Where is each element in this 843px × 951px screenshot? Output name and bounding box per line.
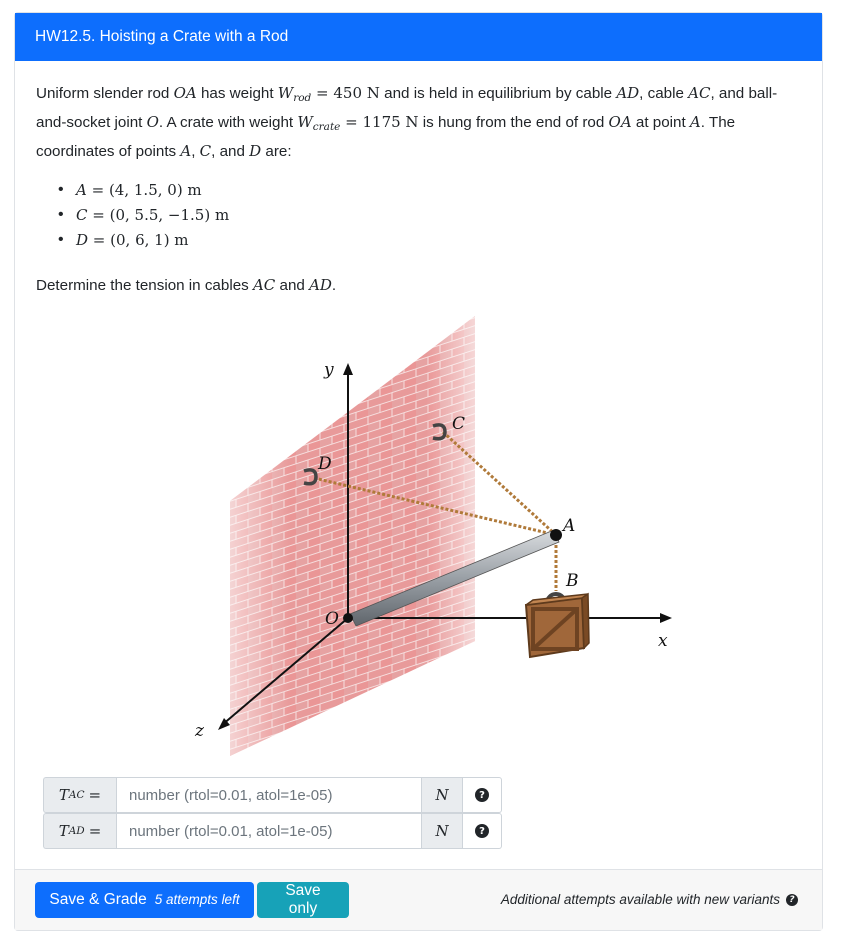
answer-section xyxy=(43,777,502,849)
list-item: • A = (4, 1.5, 0) m xyxy=(76,178,800,203)
answer-row-tac xyxy=(43,777,502,813)
answer-label: T AD = xyxy=(43,813,116,849)
point-label-c: C xyxy=(452,414,466,434)
card-footer xyxy=(15,869,822,930)
attempts-left: 5 attempts left xyxy=(154,892,240,907)
point-o xyxy=(343,613,353,623)
problem-paragraph: Uniform slender rod OA has weight $W_{rod} = 450$ N and is held in equilibrium by cable AD, cable AC, and ball-and-socket joint O. A crate with weight $W_{crate} = 1175$ N is hung from the end of rod OA at point A. The coordinates of points A, C, and D are: xyxy=(36,84,778,160)
problem-statement xyxy=(15,61,822,298)
axis-label-y: y xyxy=(324,360,334,380)
axis-label-z: z xyxy=(195,721,204,741)
save-only-button[interactable]: Save only xyxy=(257,882,349,918)
question-text: Determine the tension in cables AC and AD. xyxy=(36,276,337,294)
question-title: HW12.5. Hoisting a Crate with a Rod xyxy=(35,28,289,45)
crate xyxy=(526,594,589,657)
question-circle-icon: ? xyxy=(475,824,489,838)
question-circle-icon: ? xyxy=(475,788,489,802)
answer-row-tad xyxy=(43,813,502,849)
question-header xyxy=(15,13,822,61)
question-circle-icon[interactable]: ? xyxy=(786,894,798,906)
help-button[interactable] xyxy=(463,813,502,849)
coordinate-list xyxy=(36,178,800,253)
brick-wall xyxy=(230,316,475,756)
point-label-o: O xyxy=(325,609,339,629)
problem-figure xyxy=(195,311,700,771)
answer-unit: N xyxy=(422,813,463,849)
tac-input[interactable] xyxy=(116,777,422,813)
axis-label-x: x xyxy=(658,631,668,651)
answer-unit: N xyxy=(422,777,463,813)
point-label-b: B xyxy=(566,571,579,591)
question-card xyxy=(14,12,823,931)
help-button[interactable] xyxy=(463,777,502,813)
tad-input[interactable] xyxy=(116,813,422,849)
attempts-note: Additional attempts available with new variants ? xyxy=(501,892,798,907)
save-and-grade-button[interactable]: Save & Grade 5 attempts left xyxy=(35,882,254,918)
point-label-a: A xyxy=(563,516,576,536)
list-item: • D = (0, 6, 1) m xyxy=(76,228,800,253)
point-label-d: D xyxy=(318,454,332,474)
point-a xyxy=(550,529,562,541)
list-item: • C = (0, 5.5, −1.5) m xyxy=(76,203,800,228)
answer-label: T AC = xyxy=(43,777,116,813)
